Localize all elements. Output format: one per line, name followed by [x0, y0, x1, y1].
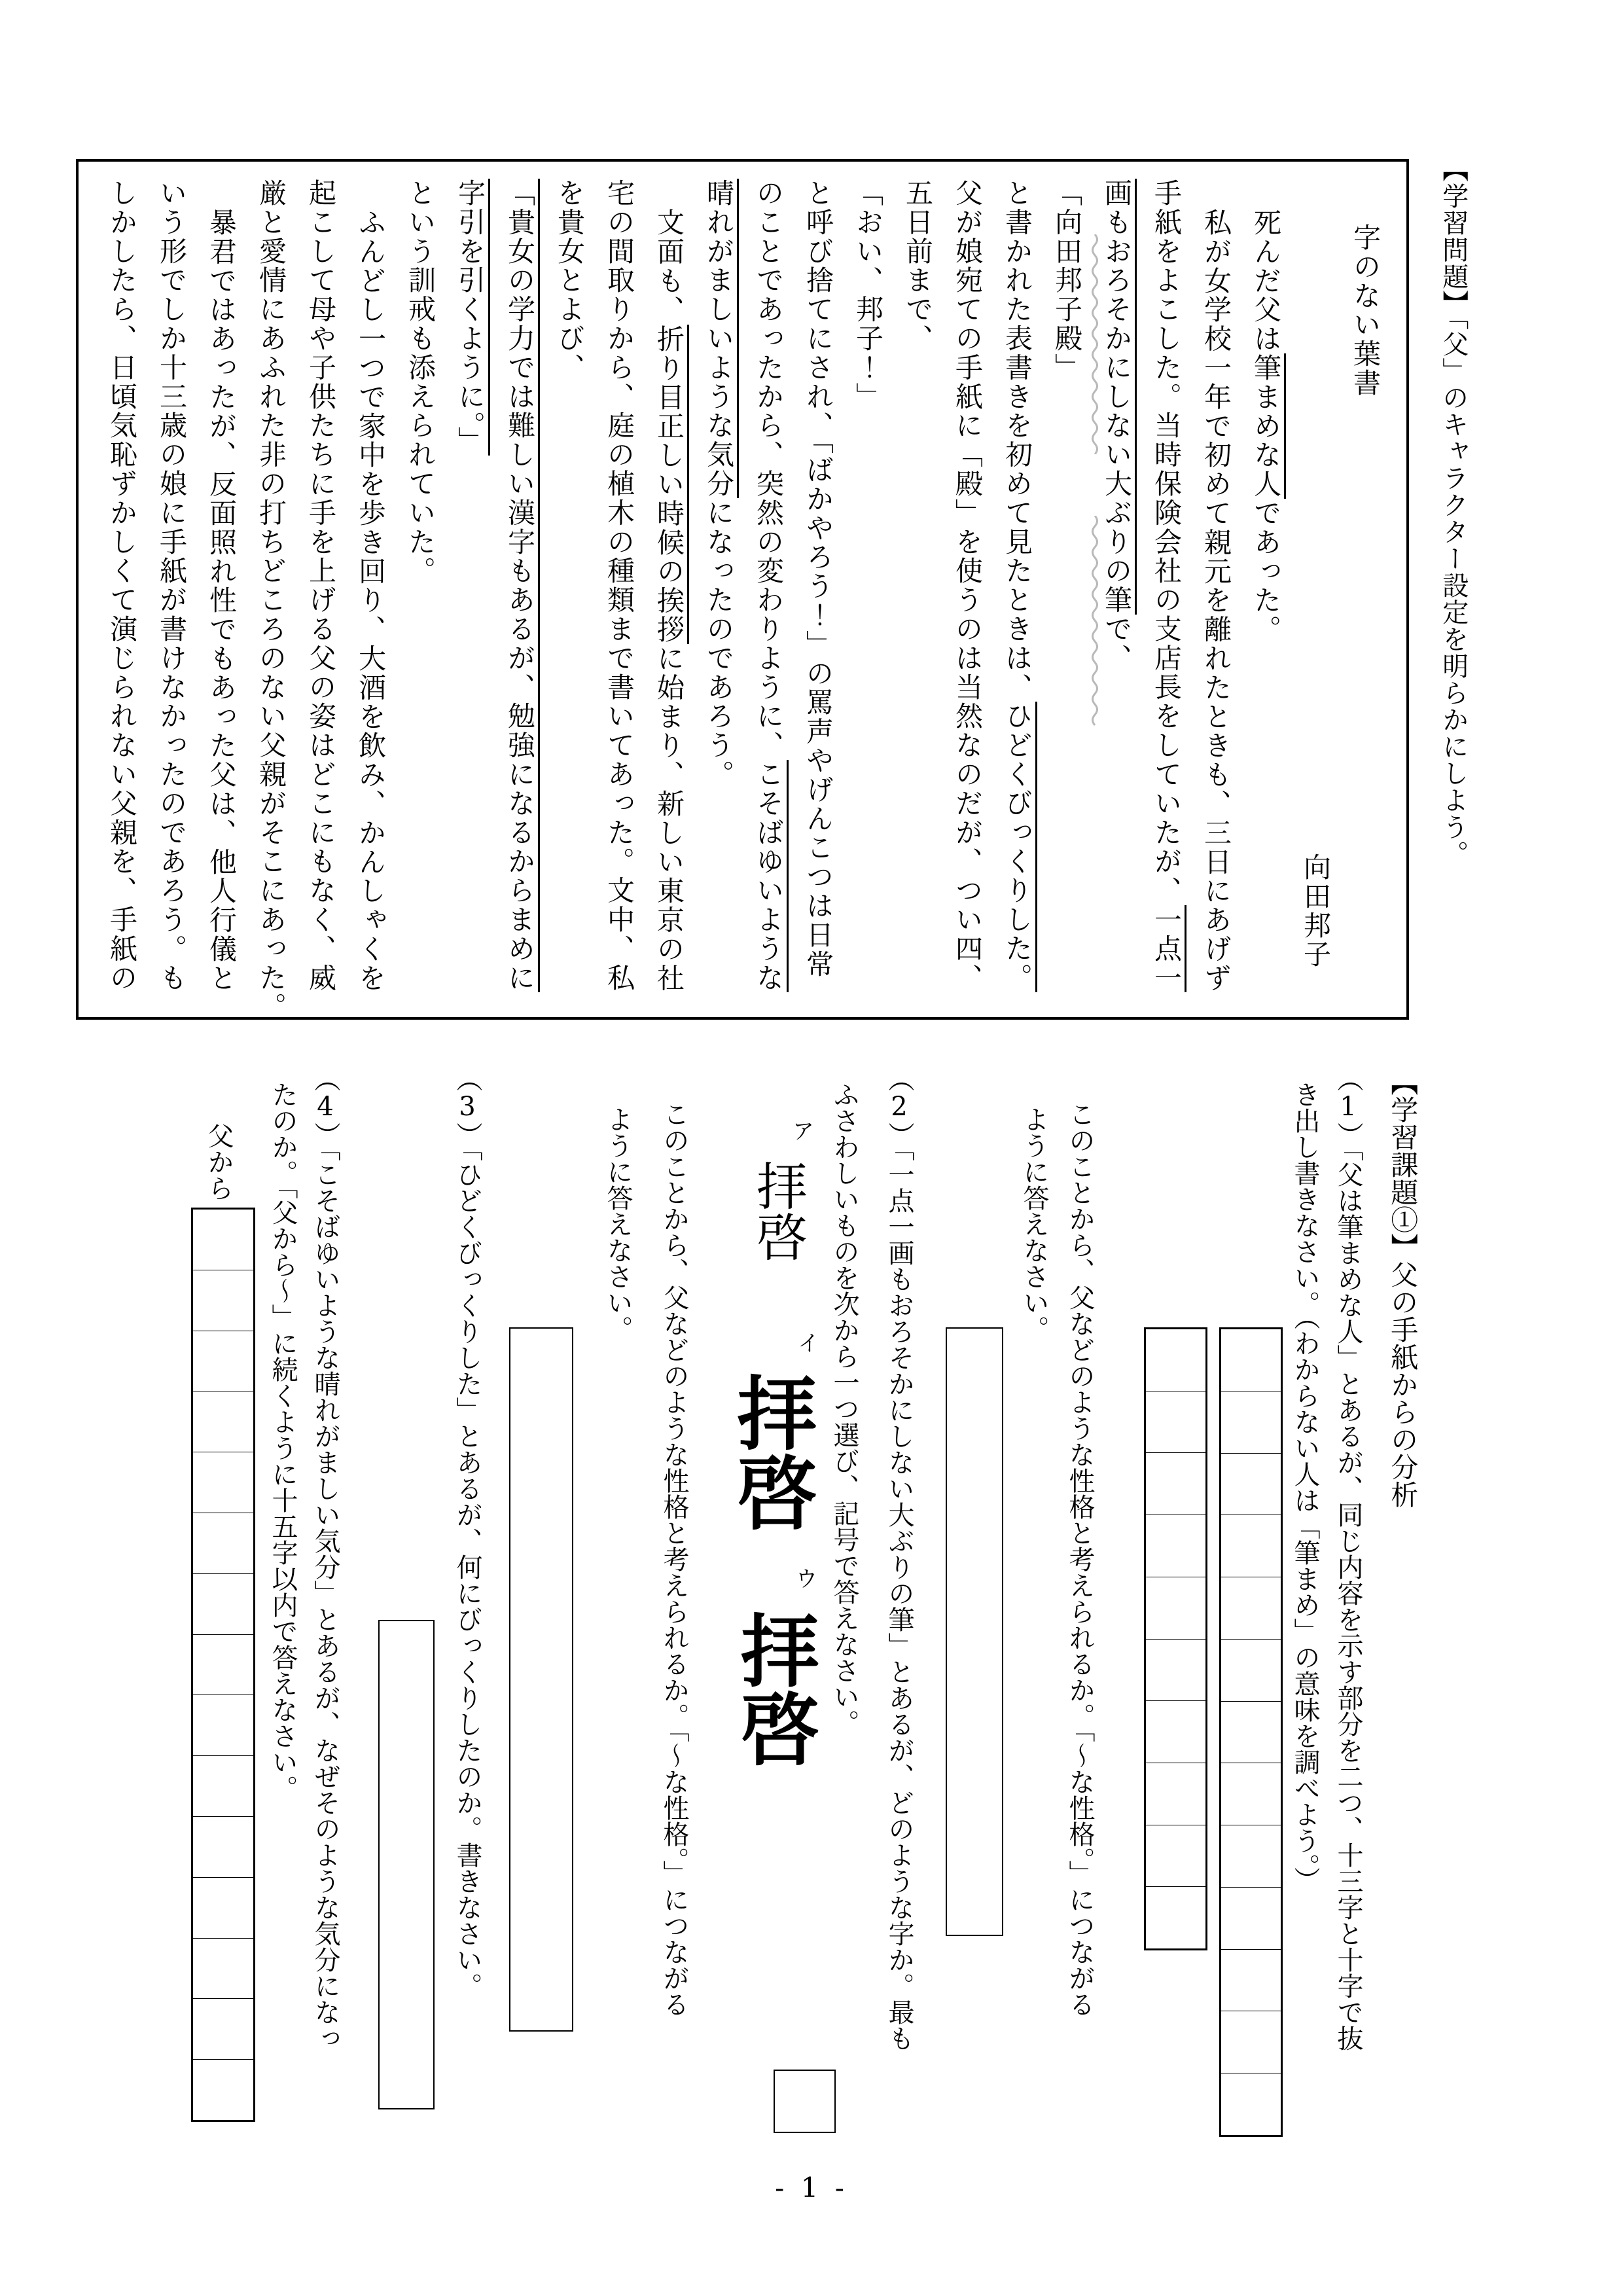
emphasis-line: 字引を引くように。」	[454, 179, 490, 456]
emphasis-line: 晴れがましいような気分	[703, 179, 739, 498]
question-1-line-1: （1）「父は筆まめな人」とあるが、同じ内容を示す部分を二つ、十三字と十字で抜	[1333, 1066, 1363, 2051]
answer-cell[interactable]	[193, 1210, 253, 1270]
answer-cell[interactable]	[193, 1878, 253, 1939]
passage-author: 向田邦子	[1300, 853, 1332, 969]
answer-cell[interactable]	[1221, 1577, 1281, 1640]
question-2-line-2: ふさわしいものを次から一つ選び、記号で答えなさい。	[829, 1081, 859, 1736]
passage-column: という訓戒も添えられていた。	[404, 179, 437, 586]
option-b-haikei-sample: 拝啓	[724, 1372, 818, 1532]
answer-grid-10-chars[interactable]	[1144, 1327, 1207, 1950]
answer-cell[interactable]	[193, 1939, 253, 2000]
main-study-question-title: 【学習問題】「父」のキャラクター設定を明らかにしよう。	[1438, 156, 1469, 867]
passage-column: 「おい、邦子！」	[852, 179, 884, 412]
question-2-followup-line-2: ように答えなさい。	[603, 1106, 633, 1342]
question-1-line-2: き出し書きなさい。（わからない人は「筆まめ」の意味を調べよう。）	[1290, 1081, 1320, 1893]
answer-cell[interactable]	[1146, 1640, 1205, 1702]
answer-grid-13-chars[interactable]	[1219, 1327, 1283, 2137]
answer-cell[interactable]	[1221, 1454, 1281, 1516]
passage-column: 暴君ではあったが、反面照れ性でもあった父は、他人行儀と	[205, 208, 238, 993]
emphasis-line: ひどくびっくりした。	[1001, 702, 1037, 992]
answer-cell[interactable]	[193, 2060, 253, 2120]
passage-column: 死んだ父は筆まめな人であった。	[1251, 179, 1281, 1000]
passage-column: と呼び捨てにされ、「ばかやろう！」の罵声やげんこつは日常	[802, 179, 834, 979]
passage-column: 晴れがましいような気分になったのであろう。	[704, 179, 734, 1000]
answer-cell[interactable]	[1146, 1515, 1205, 1577]
answer-cell[interactable]	[1146, 1887, 1205, 1948]
answer-cell[interactable]	[193, 1391, 253, 1452]
passage-columns	[79, 162, 1406, 1022]
answer-cell[interactable]	[193, 1635, 253, 1696]
answer-cell[interactable]	[1221, 1888, 1281, 1950]
wavy-line-artifact	[1090, 516, 1099, 732]
answer-cell[interactable]	[1221, 1329, 1281, 1391]
answer-cell[interactable]	[1221, 1825, 1281, 1888]
emphasis-line: こそばゆいような	[753, 760, 789, 992]
passage-column: いう形でしか十三歳の娘に手紙が書けなかったのであろう。も	[156, 179, 188, 993]
passage-column: しかしたら、日頃気恥ずかしくて演じられない父親を、手紙の	[106, 179, 138, 993]
answer-grid-15-chars[interactable]	[191, 1208, 255, 2122]
answer-cell[interactable]	[1221, 1950, 1281, 2012]
emphasis-line: 一点一	[1150, 905, 1186, 992]
answer-box-q2-choice[interactable]	[774, 2070, 836, 2133]
answer-cell[interactable]	[1146, 1701, 1205, 1763]
passage-column: 厳と愛情にあふれた非の打ちどころのない父親がそこにあった。	[255, 179, 287, 1022]
answer-cell[interactable]	[1146, 1391, 1205, 1454]
passage-column: 五日前まで、	[902, 179, 934, 353]
wavy-line-artifact	[1090, 234, 1099, 454]
answer-cell[interactable]	[193, 1756, 253, 1817]
option-a-haikei-sample: 拝啓	[748, 1160, 807, 1262]
question-1-followup-line-2: ように答えなさい。	[1019, 1106, 1049, 1342]
emphasis-line: 画もおろそかにしない大ぶりの筆	[1101, 179, 1137, 615]
passage-column: 「向田邦子殿」	[1051, 179, 1083, 382]
passage-column: 手紙をよこした。当時保険会社の支店長をしていたが、一点一	[1152, 179, 1181, 1000]
passage-column: 文面も、折り目正しい時候の挨拶に始まり、新しい東京の社	[654, 179, 684, 1000]
answer-cell[interactable]	[193, 1817, 253, 1878]
emphasis-line: 折り目正しい時候の挨拶	[653, 325, 689, 644]
answer-cell[interactable]	[193, 1513, 253, 1574]
answer-cell[interactable]	[1146, 1453, 1205, 1515]
passage-column: のことであったから、突然の変わりように、こそばゆいような	[754, 179, 783, 1000]
answer-cell[interactable]	[1221, 2073, 1281, 2135]
answer-cell[interactable]	[1221, 1640, 1281, 1702]
answer-box-q2-personality[interactable]	[509, 1327, 573, 2032]
answer-cell[interactable]	[193, 1574, 253, 1635]
answer-cell[interactable]	[193, 1331, 253, 1392]
passage-column: 宅の間取りから、庭の植木の種類まで書いてあった。文中、私	[603, 179, 635, 993]
answer-cell[interactable]	[1221, 2011, 1281, 2073]
emphasis-line: 筆まめな人	[1250, 353, 1286, 499]
passage-column	[505, 179, 535, 1000]
answer-cell[interactable]	[193, 1999, 253, 2060]
passage-column	[455, 179, 485, 1000]
option-c-haikei-sample: 拝啓	[728, 1610, 819, 1767]
passage-column: 私が女学校一年で初めて親元を離れたときも、三日にあげず	[1200, 208, 1232, 993]
passage-column: を貴女とよび、	[554, 179, 586, 382]
question-2-followup-line-1: このことから、父などのような性格と考えられるか。「〜な性格。」につながる	[659, 1101, 689, 2017]
passage-column: 起こして母や子供たちに手を上げる父の姿はどこにもなく、威	[305, 179, 337, 993]
question-4-line-1: （4）「こそばゆいような晴れがましい気分」とあるが、なぜそのような気分になっ	[310, 1066, 340, 2051]
answer-cell[interactable]	[1146, 1763, 1205, 1825]
emphasis-line: 「貴女の学力では難しい漢字もあるが、勉強になるからまめに	[504, 179, 540, 992]
answer-cell[interactable]	[1221, 1702, 1281, 1764]
option-a-label: ア	[788, 1119, 814, 1141]
answer-cell[interactable]	[1146, 1329, 1205, 1391]
question-1-followup-line-1: このことから、父などのような性格と考えられるか。「〜な性格。」につながる	[1065, 1101, 1095, 2017]
page-number: - 1 -	[775, 2172, 848, 2204]
question-4-line-2: たのか。「父から〜」に続くように十五字以内で答えなさい。	[268, 1081, 298, 1801]
option-b-label: イ	[793, 1331, 819, 1354]
answer-cell[interactable]	[1146, 1825, 1205, 1888]
passage-column: ふんどし一つで家中を歩き回り、大酒を飲み、かんしゃくを	[355, 208, 387, 993]
passage-column: 画もおろそかにしない大ぶりの筆で、	[1102, 179, 1132, 1000]
passage-box	[76, 159, 1409, 1020]
answer-cell[interactable]	[1221, 1391, 1281, 1454]
question-3-line-1: （3）「ひどくびっくりした」とあるが、何にびっくりしたのか。書きなさい。	[452, 1066, 482, 1999]
option-c-label: ウ	[791, 1567, 817, 1589]
question-4-answer-prefix: 父から	[204, 1122, 234, 1201]
passage-title: 字のない葉書	[1349, 223, 1382, 398]
answer-cell[interactable]	[193, 1270, 253, 1331]
question-2-line-1: （2）「一点一画もおろそかにしない大ぶりの筆」とあるが、どのような字か。最も	[884, 1066, 914, 2051]
passage-column: 父が娘宛ての手紙に「殿」を使うのは当然なのだが、つい四、	[952, 179, 984, 993]
answer-cell[interactable]	[1146, 1577, 1205, 1640]
answer-cell[interactable]	[193, 1452, 253, 1513]
passage-column: と書かれた表書きを初めて見たときは、ひどくびっくりした。	[1003, 179, 1032, 1000]
answer-box-q1-personality[interactable]	[946, 1327, 1003, 1936]
answer-box-q3[interactable]	[378, 1620, 435, 2109]
answer-cell[interactable]	[1221, 1763, 1281, 1825]
answer-cell[interactable]	[193, 1695, 253, 1756]
task-section-title: 【学習課題①】父の手紙からの分析	[1387, 1068, 1419, 1508]
answer-cell[interactable]	[1221, 1515, 1281, 1577]
